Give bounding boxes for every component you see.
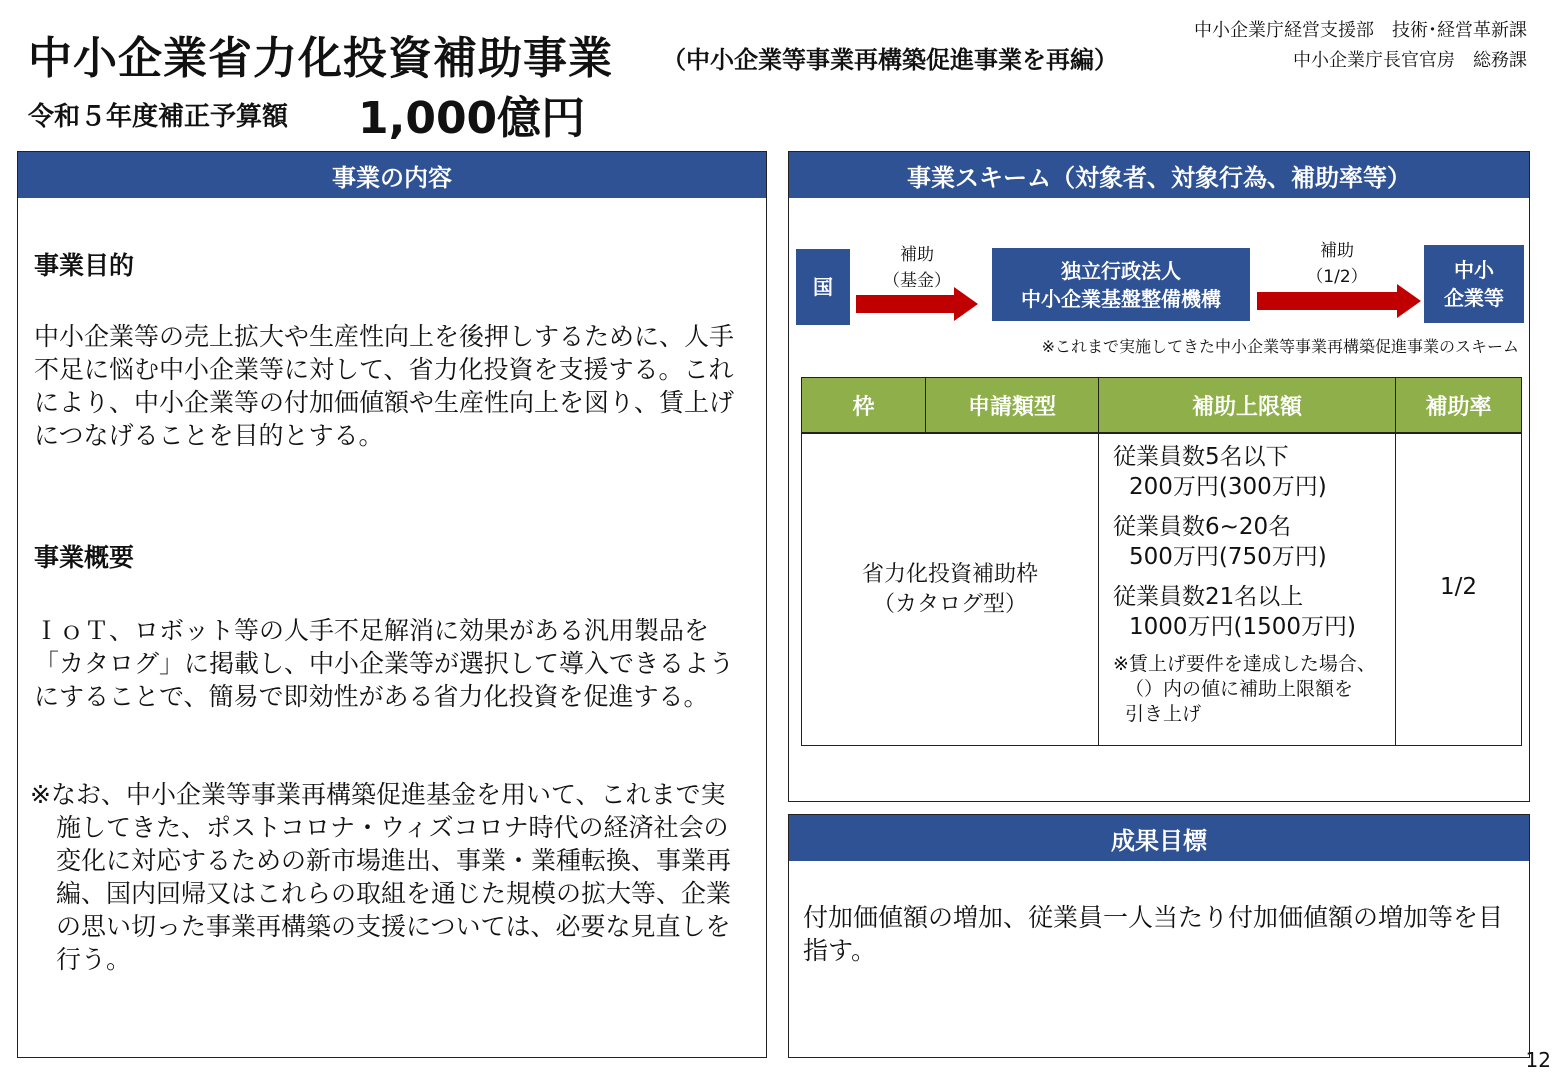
limit-note-line: 引き上げ [1125,703,1202,725]
page-subtitle: （中小企業等事業再構築促進事業を再編） [662,46,1118,74]
flow-node-sme [1424,245,1524,323]
panel-heading: 事業の内容 [18,152,766,198]
category-label: 省力化投資補助枠 [861,561,1038,587]
table-header-cell: 補助上限額 [1099,378,1396,434]
overview-text: ＩｏＴ、ロボット等の人手不足解消に効果がある汎用製品を「カタログ」に掲載し、中小企業等が選択して導入できるようにすることで、簡易で即効性がある省力化投資を促進する。 [34,616,735,711]
limit-amount: 200万円(300万円) [1129,474,1327,500]
flow-node-label: 独立行政法人 [1061,258,1181,283]
limit-label: 従業員数5名以下 [1113,444,1289,470]
page-number: 12 [1525,1048,1551,1072]
flow-arrow-2 [1257,282,1423,320]
arrow-label-line: （1/2） [1306,267,1368,287]
outcome-text: 付加価値額の増加、従業員一人当たり付加価値額の増加等を目指す。 [803,903,1504,965]
limit-note-line: ※賃上げ要件を達成した場合、 [1113,653,1376,675]
category-cell [802,433,1099,746]
flow-note: ※これまで実施してきた中小企業等事業再構築促進事業のスキーム [1041,337,1519,356]
limit-note-line: （）内の値に補助上限額を [1125,678,1354,700]
arrow-right-icon [1257,284,1421,318]
page-title: 中小企業省力化投資補助事業 [28,33,613,84]
panel-heading: 事業スキーム（対象者、対象行為、補助率等） [789,152,1529,198]
limit-item [1113,512,1385,572]
table-row [802,433,1522,746]
flow-node-label: 企業等 [1444,286,1504,310]
flow-node-smrj [992,248,1250,321]
limit-label: 従業員数21名以上 [1113,584,1304,610]
flow-node-country [796,249,850,325]
scheme-table [801,377,1522,746]
limit-item [1113,442,1385,502]
flow-node-label: 国 [813,275,833,299]
limit-note [1113,652,1385,727]
business-content-panel [17,151,767,1058]
flow-arrow-1 [856,285,980,323]
limit-cell [1099,433,1396,746]
table-header-row [802,378,1522,434]
arrow-label-line: 補助 [1320,241,1354,261]
panel-heading: 成果目標 [789,815,1529,861]
flow-node-label: 中小 [1454,258,1494,282]
limit-item [1113,582,1385,642]
budget-amount: 1,000億円 [358,93,586,144]
rate-cell: 1/2 [1396,433,1522,746]
table-header-cell: 枠 [802,378,926,434]
purpose-text: 中小企業等の売上拡大や生産性向上を後押しするために、人手不足に悩む中小企業等に対して、省力化投資を支援する。これにより、中小企業等の付加価値額や生産性向上を図り、賃上げにつなげることを目的とする。 [34,322,735,450]
purpose-title: 事業目的 [34,251,135,280]
arrow-right-icon [856,287,978,321]
department-line-2: 中小企業庁長官官房 総務課 [1293,50,1527,71]
arrow-label-line: 補助 [900,245,934,265]
limit-label: 従業員数6~20名 [1113,514,1292,540]
department-line-1: 中小企業庁経営支援部 技術･経営革新課 [1194,20,1527,41]
outcome-panel [788,814,1530,1058]
table-header-cell: 申請類型 [926,378,1099,434]
budget-label: 令和５年度補正予算額 [28,102,289,132]
overview-title: 事業概要 [34,543,135,572]
arrow-label-line: （基金） [883,271,951,291]
flow-node-label: 中小企業基盤整備機構 [1021,286,1221,311]
limit-amount: 500万円(750万円) [1129,544,1327,570]
category-label: （カタログ型） [872,591,1027,617]
note-text: ※なお、中小企業等事業再構築促進基金を用いて、これまで実施してきた、ポストコロナ・ウィズコロナ時代の経済社会の変化に対応するための新市場進出、事業・業種転換、事業再編、国内回帰又はこれらの取組を通じた規模の拡大等、企業の思い切った事業再構築の支援については、必要な見直しを行う。 [30,780,732,974]
limit-amount: 1000万円(1500万円) [1129,614,1357,640]
table-header-cell: 補助率 [1396,378,1522,434]
